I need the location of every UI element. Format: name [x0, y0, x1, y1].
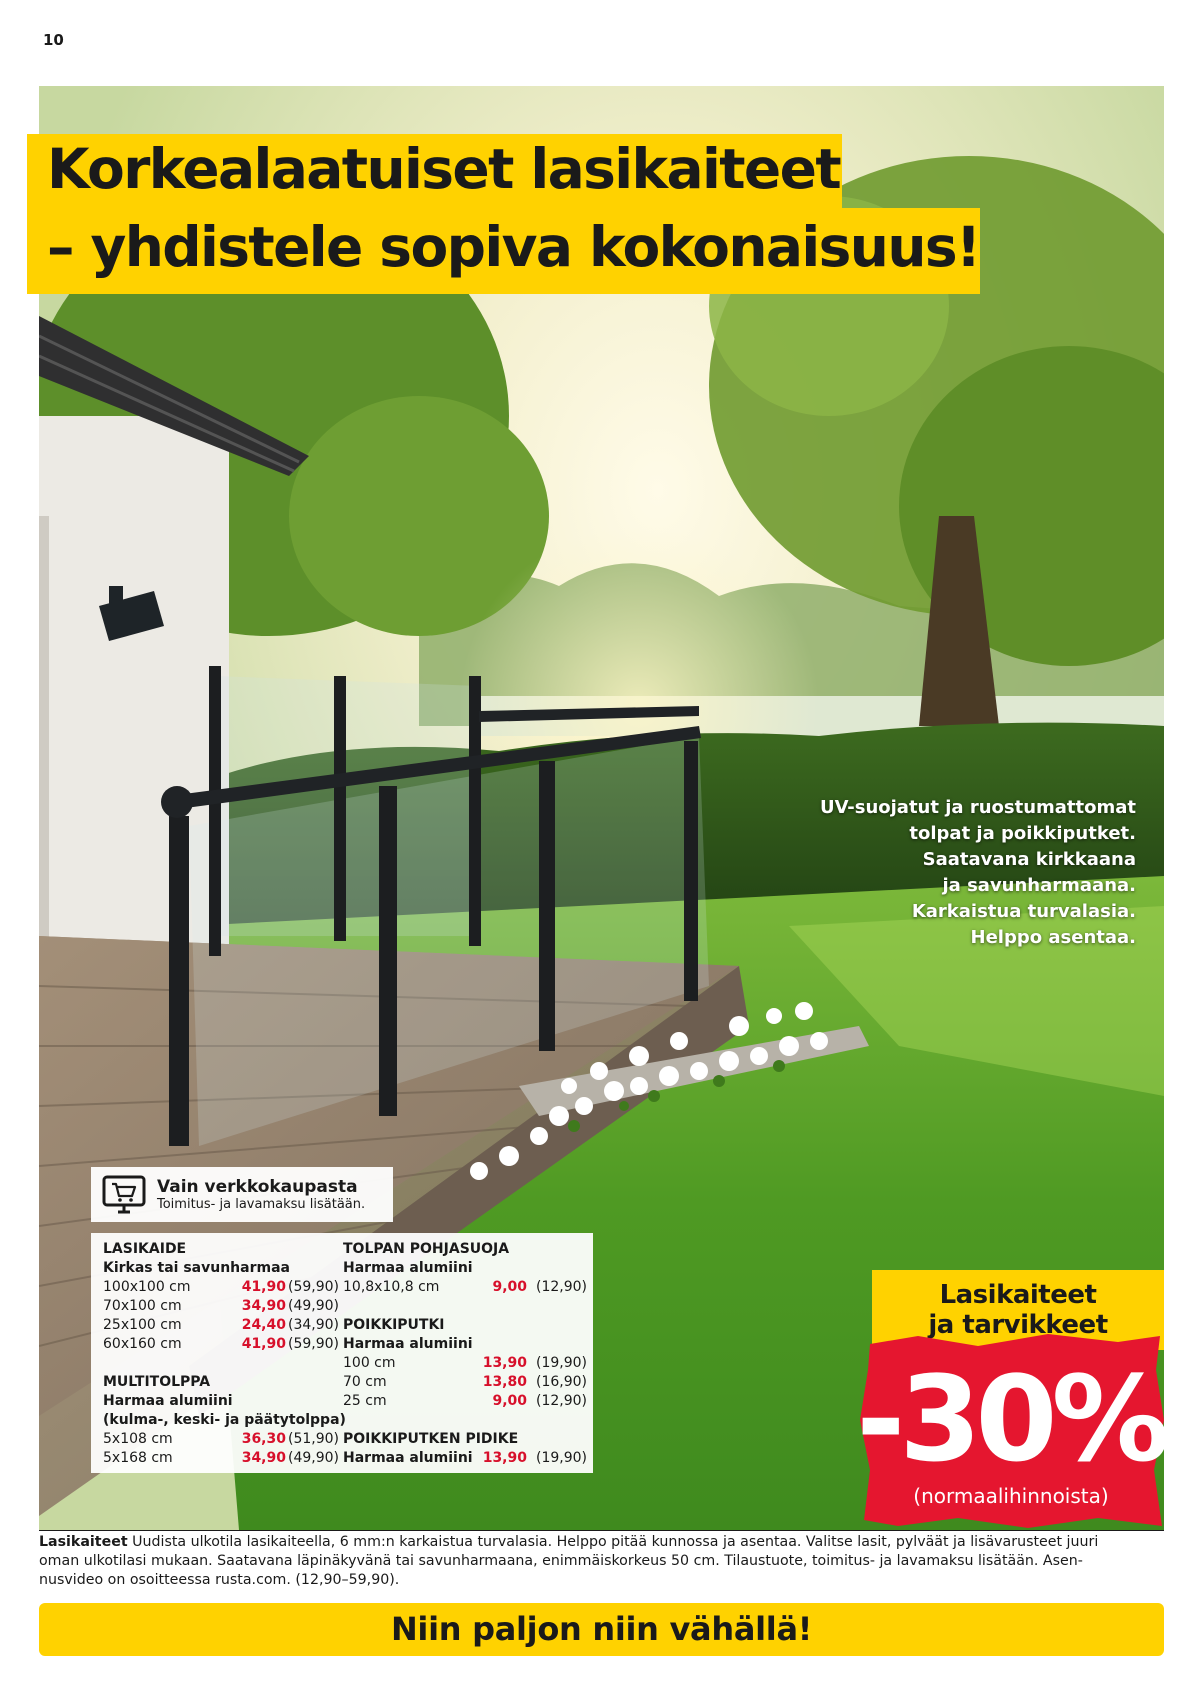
price-column-left — [103, 1240, 346, 1468]
price-row — [343, 1354, 588, 1373]
price-row — [103, 1297, 340, 1316]
sale-price: 41,90 — [241, 1279, 286, 1295]
size: 10,8x10,8 cm — [343, 1279, 440, 1295]
sale-price: 13,80 — [482, 1374, 527, 1390]
online-badge-note: Toimitus- ja lavamaksu lisätään. — [157, 1196, 366, 1212]
price-table — [91, 1233, 593, 1473]
product-subtitle: Kirkas tai savunharmaa — [103, 1260, 290, 1276]
product-title: LASIKAIDE — [103, 1241, 187, 1257]
price-row — [343, 1449, 588, 1468]
description-lead: Lasikaiteet — [39, 1534, 128, 1550]
product-title: MULTITOLPPA — [103, 1374, 211, 1390]
feature-line: tolpat ja poikkiputket. — [909, 823, 1136, 844]
product-subtitle: Harmaa alumiini — [343, 1336, 473, 1352]
sale-price: 9,00 — [492, 1393, 527, 1409]
sale-price: 9,00 — [492, 1279, 527, 1295]
product-description — [39, 1533, 1164, 1590]
feature-line: ja savunharmaana. — [942, 875, 1136, 896]
price-row — [103, 1278, 340, 1297]
discount-title-line: Lasikaiteet — [939, 1280, 1097, 1310]
price-row — [103, 1449, 340, 1468]
description-line — [39, 1533, 1164, 1552]
product-title: POIKKIPUTKEN PIDIKE — [343, 1431, 519, 1447]
normal-price: (59,90) — [288, 1279, 340, 1295]
online-badge-text — [157, 1177, 365, 1213]
product-subtitle: Harmaa alumiini — [343, 1450, 473, 1466]
price-row — [343, 1278, 588, 1297]
normal-price: (59,90) — [288, 1336, 340, 1352]
normal-price: (16,90) — [536, 1374, 588, 1390]
page-number: 10 — [43, 31, 64, 49]
sale-price: 41,90 — [241, 1336, 286, 1352]
divider — [39, 1530, 1164, 1531]
product-subtitle: Harmaa alumiini — [343, 1260, 473, 1276]
feature-line: UV-suojatut ja ruostumattomat — [820, 797, 1136, 818]
size: 60x160 cm — [103, 1336, 182, 1352]
size: 100 cm — [343, 1355, 396, 1371]
online-badge-title: Vain verkkokaupasta — [157, 1176, 358, 1197]
description-line: oman ulkotilasi mukaan. Saatavana läpinäkyvänä tai savunharmaana, enimmäiskorkeus 50 cm. Tilaustuote, toimitus- ja lavamaksu lisätään. Asen- — [39, 1553, 1083, 1569]
normal-price: (34,90) — [288, 1317, 340, 1333]
footer-slogan: Niin paljon niin vähällä! — [39, 1603, 1164, 1656]
discount-note: (normaalihinnoista) — [913, 1484, 1109, 1508]
computer-cart-icon — [101, 1172, 147, 1218]
product-subtitle: Harmaa alumiini — [103, 1393, 233, 1409]
normal-price: (19,90) — [536, 1450, 588, 1466]
product-subtitle: (kulma-, keski- ja päätytolppa) — [103, 1412, 346, 1428]
price-row — [343, 1392, 588, 1411]
product-title: POIKKIPUTKI — [343, 1317, 445, 1333]
description-line: nusvideo on osoitteessa rusta.com. (12,90–59,90). — [39, 1572, 400, 1588]
normal-price: (51,90) — [288, 1431, 340, 1447]
price-row — [103, 1335, 340, 1354]
feature-line: Saatavana kirkkaana — [922, 849, 1136, 870]
feature-line: Helppo asentaa. — [970, 927, 1136, 948]
headline-line-2: – yhdistele sopiva kokonaisuus! — [27, 208, 980, 294]
size: 5x108 cm — [103, 1431, 173, 1447]
sale-price: 13,90 — [482, 1355, 527, 1371]
description-text: Uudista ulkotila lasikaiteella, 6 mm:n karkaistua turvalasia. Helppo pitää kunnossa ja asentaa. Valitse lasit, pylväät ja lisävarusteet juuri — [127, 1534, 1099, 1550]
size: 5x168 cm — [103, 1450, 173, 1466]
normal-price: (12,90) — [536, 1279, 588, 1295]
price-row — [103, 1430, 340, 1449]
size: 70 cm — [343, 1374, 387, 1390]
normal-price: (49,90) — [288, 1450, 340, 1466]
feature-line: Karkaistua turvalasia. — [911, 901, 1136, 922]
normal-price: (49,90) — [288, 1298, 340, 1314]
sale-price: 24,40 — [241, 1317, 286, 1333]
price-row — [103, 1316, 340, 1335]
headline-line-1: Korkealaatuiset lasikaiteet — [27, 134, 842, 208]
sale-price: 13,90 — [482, 1450, 527, 1466]
price-row — [343, 1373, 588, 1392]
normal-price: (19,90) — [536, 1355, 588, 1371]
size: 70x100 cm — [103, 1298, 182, 1314]
normal-price: (12,90) — [536, 1393, 588, 1409]
sale-price: 36,30 — [241, 1431, 286, 1447]
price-column-right — [343, 1240, 588, 1468]
sale-price: 34,90 — [241, 1450, 286, 1466]
feature-list — [796, 795, 1136, 951]
size: 25x100 cm — [103, 1317, 182, 1333]
size: 100x100 cm — [103, 1279, 191, 1295]
product-title: TOLPAN POHJASUOJA — [343, 1241, 510, 1257]
online-only-badge — [91, 1167, 393, 1222]
discount-title-line: ja tarvikkeet — [928, 1310, 1108, 1340]
size: 25 cm — [343, 1393, 387, 1409]
sale-price: 34,90 — [241, 1298, 286, 1314]
discount-percent: -30% — [856, 1350, 1164, 1488]
